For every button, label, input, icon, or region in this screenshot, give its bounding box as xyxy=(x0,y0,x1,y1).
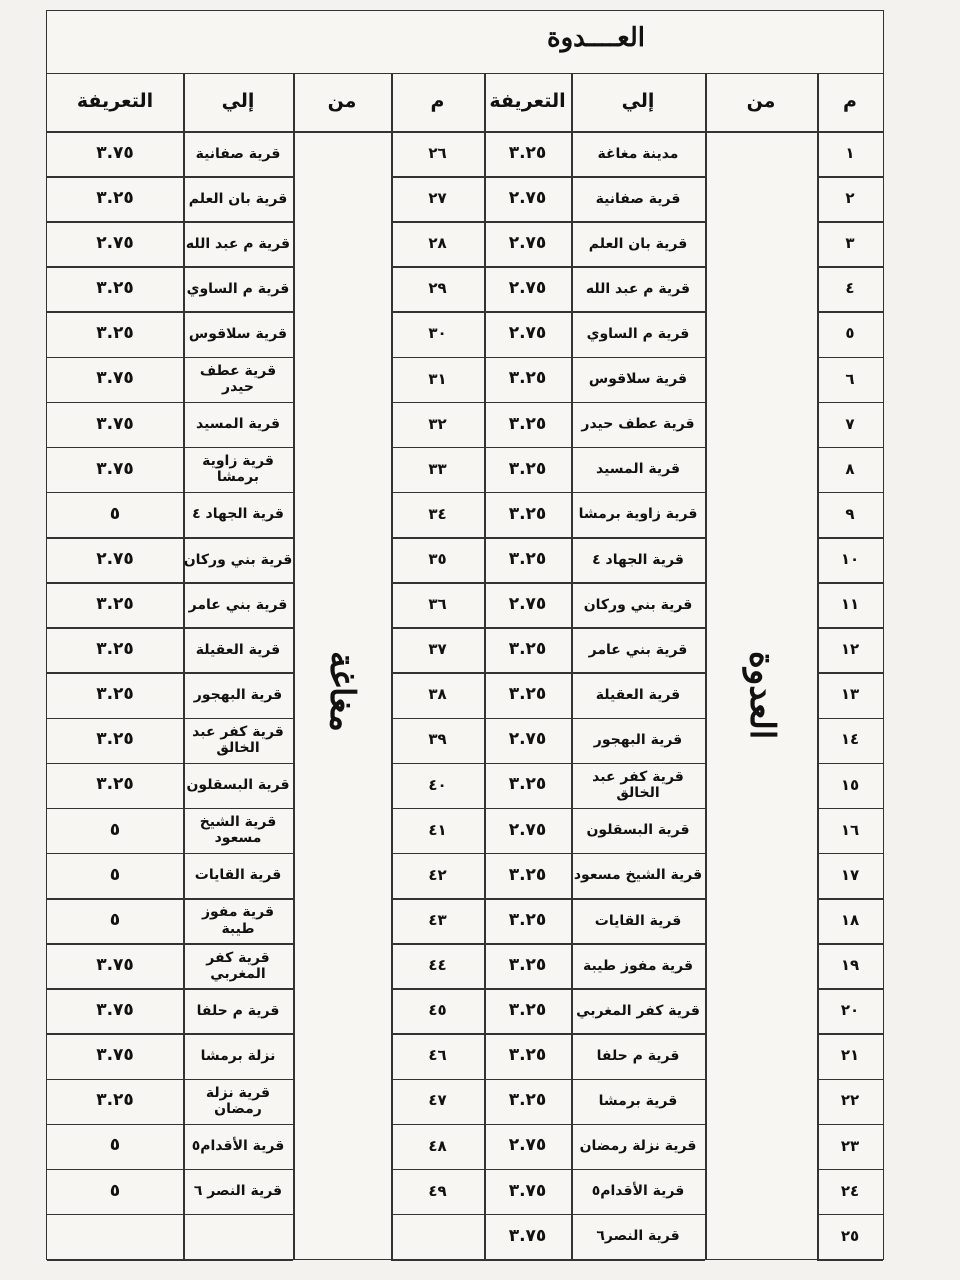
right-row-destination: قرية نزلة رمضان xyxy=(579,1138,697,1155)
left-row-destination: قرية م عبد الله xyxy=(185,235,291,252)
right-row-fare: ٣.٢٥ xyxy=(508,503,547,524)
right-row-fare: ٢.٧٥ xyxy=(508,278,547,299)
left-row-destination: قرية سلاقوس xyxy=(188,325,288,342)
left-row-destination: قرية الأقدام٥ xyxy=(191,1138,285,1155)
left-row-destination: قرية البسقلون xyxy=(186,777,290,794)
left-row-fare: ٣.٧٥ xyxy=(96,954,134,975)
left-row-destination: قرية صفانية xyxy=(195,145,281,162)
right-row-fare: ٢.٧٥ xyxy=(508,323,547,344)
right-row-number: ٢٥ xyxy=(840,1226,860,1245)
right-row-destination: قرية البهجور xyxy=(593,732,683,749)
right-row-fare: ٣.٢٥ xyxy=(508,1000,547,1021)
right-row-destination: قرية كفر المغربي xyxy=(576,1002,700,1019)
right-row-fare: ٣.٢٥ xyxy=(508,458,547,479)
right-row-fare: ٣.٢٥ xyxy=(508,954,547,975)
left-row-number: ٢٨ xyxy=(428,234,447,253)
left-from-origin: مغاغة xyxy=(322,651,362,732)
left-row-number: ٣٥ xyxy=(428,550,447,568)
left-row-destination: قرية زاوية برمشا xyxy=(202,453,274,486)
left-row-number: ٤٠ xyxy=(428,775,447,794)
right-row-number: ١٥ xyxy=(840,775,860,794)
left-row-number: ٢٦ xyxy=(428,143,447,162)
right-header-to: إلي xyxy=(621,90,655,113)
right-row-number: ١٨ xyxy=(840,910,860,929)
row-divider xyxy=(391,1214,484,1216)
left-row-fare: ٣.٢٥ xyxy=(96,1090,134,1111)
left-row-fare: ٣.٢٥ xyxy=(96,684,134,705)
right-row-fare: ٣.٢٥ xyxy=(508,864,547,885)
right-row-fare: ٣.٧٥ xyxy=(508,1225,547,1246)
left-row-fare: ٣.٢٥ xyxy=(96,187,134,208)
left-row-number: ٣٠ xyxy=(428,324,447,343)
right-row-number: ٢٠ xyxy=(840,1001,860,1020)
right-row-destination: قرية م عبد الله xyxy=(585,280,691,297)
right-row-destination: قرية البسقلون xyxy=(586,822,690,839)
right-row-destination: قرية العقيلة xyxy=(595,686,681,703)
right-row-fare: ٢.٧٥ xyxy=(508,233,547,254)
left-row-fare: ٥ xyxy=(109,1180,121,1201)
right-row-number: ٤ xyxy=(845,279,855,298)
left-row-fare: ٣.٧٥ xyxy=(96,142,134,163)
right-row-destination: قرية مفوز طيبة xyxy=(582,957,694,974)
left-row-fare: ٣.٢٥ xyxy=(96,639,134,660)
right-row-fare: ٢.٧٥ xyxy=(508,729,547,750)
row-divider xyxy=(47,1259,293,1261)
right-row-fare: ٣.٢٥ xyxy=(508,639,547,660)
row-divider xyxy=(47,1214,293,1216)
row-divider xyxy=(484,1259,705,1261)
right-row-number: ٥ xyxy=(845,324,855,343)
left-row-destination: قرية القايات xyxy=(194,867,282,884)
right-row-number: ٢٣ xyxy=(840,1136,860,1155)
left-row-fare: ٣.٧٥ xyxy=(96,368,134,389)
left-row-number: ٣١ xyxy=(428,369,447,388)
right-row-destination: قرية الشيخ مسعود xyxy=(573,867,703,884)
left-row-destination: قرية عطف حيدر xyxy=(199,363,277,396)
left-header-from: من xyxy=(327,90,357,113)
right-row-fare: ٣.٢٥ xyxy=(508,684,547,705)
right-row-number: ٦ xyxy=(845,369,855,388)
left-row-fare: ٥ xyxy=(109,1135,121,1156)
right-row-destination: قرية بني وركان xyxy=(583,596,693,613)
right-header-num: م xyxy=(843,90,857,113)
column-divider xyxy=(705,73,707,1259)
right-row-number: ٣ xyxy=(845,234,855,253)
left-row-destination: قرية م الساوي xyxy=(186,280,290,297)
left-row-destination: قرية الجهاد ٤ xyxy=(192,506,284,523)
left-row-destination: قرية البهجور xyxy=(193,686,283,703)
right-row-destination: قرية كفر عبد الخالق xyxy=(592,769,684,802)
right-row-fare: ٢.٧٥ xyxy=(508,1135,547,1156)
right-header-from: من xyxy=(746,90,776,113)
left-row-number: ٢٩ xyxy=(428,279,447,298)
right-row-destination: قرية الأقدام٥ xyxy=(591,1183,685,1200)
right-row-destination: قرية سلاقوس xyxy=(588,371,688,388)
right-row-destination: قرية بان العلم xyxy=(588,235,688,252)
left-row-number: ٤٧ xyxy=(428,1091,447,1110)
left-header-num: م xyxy=(430,90,445,113)
right-row-fare: ٢.٧٥ xyxy=(508,593,547,614)
right-row-fare: ٣.٢٥ xyxy=(508,1090,547,1111)
left-row-number: ٣٨ xyxy=(428,685,447,704)
right-header-fare: التعريفة xyxy=(489,90,566,113)
left-row-destination: قرية بني وركان xyxy=(183,551,293,568)
title-row xyxy=(47,11,883,74)
left-row-fare: ٥ xyxy=(109,864,121,885)
left-row-destination: قرية نزلة رمضان xyxy=(205,1084,271,1118)
right-row-destination: قرية بني عامر xyxy=(588,641,688,658)
left-row-number: ٤٤ xyxy=(428,956,447,975)
left-row-number: ٣٣ xyxy=(428,459,447,478)
left-row-fare: ٣.٢٥ xyxy=(96,593,134,614)
left-row-destination: قرية مفوز طيبة xyxy=(201,904,275,937)
left-row-destination: قرية م حلفا xyxy=(196,1002,280,1019)
right-row-destination: قرية زاوية برمشا xyxy=(578,506,698,523)
left-row-destination: قرية كفر المغربي xyxy=(206,949,270,982)
fare-table-document xyxy=(46,10,884,1260)
right-from-origin: العدوة xyxy=(742,651,782,740)
right-row-number: ١٩ xyxy=(840,956,860,975)
left-row-number: ٣٢ xyxy=(428,414,447,433)
left-row-destination: قرية النصر ٦ xyxy=(193,1183,283,1200)
right-row-destination: قرية عطف حيدر xyxy=(581,416,695,433)
right-row-number: ١ xyxy=(845,143,855,162)
right-row-number: ٢٤ xyxy=(840,1181,860,1200)
right-row-destination: قرية المسيد xyxy=(596,461,680,478)
left-row-destination: قرية بني عامر xyxy=(188,596,288,613)
right-row-number: ٧ xyxy=(845,414,855,433)
right-row-fare: ٣.٢٥ xyxy=(508,1045,547,1066)
right-row-fare: ٣.٢٥ xyxy=(508,909,547,930)
right-row-destination: قرية صفانية xyxy=(595,190,681,207)
left-row-fare: ٣.٢٥ xyxy=(96,278,134,299)
left-row-number: ٤١ xyxy=(428,820,447,839)
left-row-destination: قرية الشيخ مسعود xyxy=(199,814,277,847)
left-row-fare: ٢.٧٥ xyxy=(96,548,134,569)
right-row-fare: ٣.٧٥ xyxy=(508,1180,547,1201)
right-row-destination: قرية م الساوي xyxy=(586,325,690,342)
left-row-number: ٤٨ xyxy=(428,1136,447,1155)
left-row-destination: نزلة برمشا xyxy=(200,1047,276,1064)
left-row-fare: ٣.٢٥ xyxy=(96,729,134,750)
right-row-number: ٢٢ xyxy=(840,1091,860,1110)
left-row-fare: ٣.٢٥ xyxy=(96,323,134,344)
left-row-fare: ٣.٧٥ xyxy=(96,1045,134,1066)
left-row-fare: ٥ xyxy=(109,909,121,930)
left-row-fare: ٥ xyxy=(109,819,121,840)
left-row-number: ٤٦ xyxy=(428,1046,447,1065)
right-row-number: ٨ xyxy=(845,459,855,478)
left-row-number: ٣٤ xyxy=(428,504,447,523)
right-row-fare: ٣.٢٥ xyxy=(508,142,547,163)
right-row-number: ١٧ xyxy=(840,865,860,884)
right-row-destination: قرية م حلفا xyxy=(596,1047,680,1064)
left-row-destination: قرية كفر عبد الخالق xyxy=(192,724,284,757)
right-row-fare: ٢.٧٥ xyxy=(508,187,547,208)
left-row-destination: قرية العقيلة xyxy=(195,641,281,658)
left-row-number: ٣٩ xyxy=(428,730,447,749)
right-row-fare: ٢.٧٥ xyxy=(508,819,547,840)
row-divider xyxy=(391,1259,484,1261)
right-row-destination: قرية برمشا xyxy=(598,1093,678,1110)
column-divider xyxy=(293,73,295,1259)
right-row-destination: قرية النصر٦ xyxy=(596,1228,680,1245)
right-row-destination: قرية القايات xyxy=(594,912,682,929)
right-row-number: ١٤ xyxy=(840,730,860,749)
left-row-fare: ٣.٧٥ xyxy=(96,1000,134,1021)
row-divider xyxy=(817,1259,883,1261)
left-row-number: ٣٦ xyxy=(428,595,447,614)
left-row-number: ٤٩ xyxy=(428,1181,447,1200)
right-row-number: ١٢ xyxy=(840,640,860,659)
right-row-number: ١٠ xyxy=(840,550,860,568)
right-row-destination: مدينة مغاغة xyxy=(597,145,679,162)
left-row-fare: ٣.٧٥ xyxy=(96,413,134,434)
left-row-number: ٤٣ xyxy=(428,910,447,929)
right-row-number: ١٦ xyxy=(840,820,860,839)
left-row-fare: ٣.٧٥ xyxy=(96,458,134,479)
right-row-number: ١٣ xyxy=(840,685,860,704)
left-row-destination: قرية بان العلم xyxy=(188,190,288,207)
left-row-fare: ٥ xyxy=(109,503,121,524)
right-row-fare: ٣.٢٥ xyxy=(508,368,547,389)
left-row-number: ٢٧ xyxy=(428,189,447,208)
right-row-fare: ٣.٢٥ xyxy=(508,548,547,569)
right-row-number: ٢ xyxy=(845,189,855,208)
page-title: العــــدوة xyxy=(547,23,645,53)
left-row-number: ٤٢ xyxy=(428,865,447,884)
left-row-fare: ٣.٢٥ xyxy=(96,774,134,795)
left-header-to: إلي xyxy=(221,90,255,113)
left-header-fare: التعريفة xyxy=(76,90,154,113)
right-row-number: ٩ xyxy=(845,504,855,523)
right-row-number: ٢١ xyxy=(840,1046,860,1065)
right-row-fare: ٣.٢٥ xyxy=(508,413,547,434)
left-row-destination: قرية المسيد xyxy=(196,416,280,433)
left-row-number: ٤٥ xyxy=(428,1001,447,1020)
right-row-number: ١١ xyxy=(840,595,860,614)
left-row-fare: ٢.٧٥ xyxy=(96,233,134,254)
left-row-number: ٣٧ xyxy=(428,640,447,659)
right-row-fare: ٣.٢٥ xyxy=(508,774,547,795)
right-row-destination: قرية الجهاد ٤ xyxy=(592,551,684,568)
